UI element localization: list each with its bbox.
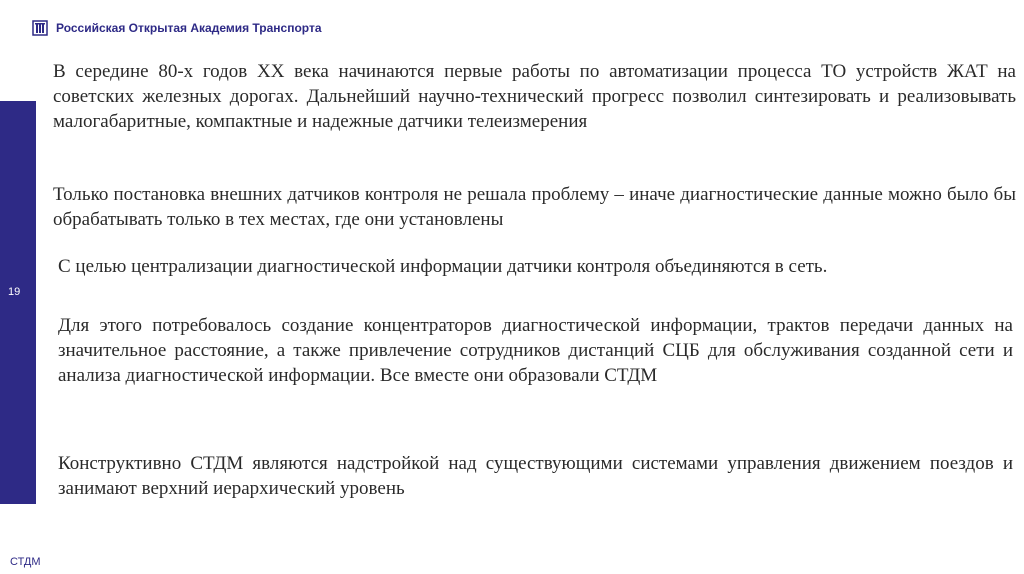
academy-logo-icon	[32, 20, 48, 36]
paragraph-external-sensors: Только постановка внешних датчиков контроля не решала проблему – иначе диагностические данные можно было бы обрабатывать только в тех местах, где они установлены	[53, 184, 1016, 230]
footer-label: СТДМ	[10, 556, 41, 568]
paragraph-centralization: С целью централизации диагностической информации датчики контроля объединяются в сеть.	[58, 256, 828, 277]
header	[32, 20, 322, 36]
paragraph-structure: Конструктивно СТДМ являются надстройкой над существующими системами управления движением поездов и занимают верхний иерархический уровень	[58, 453, 1013, 499]
brand-title: Российская Открытая Академия Транспорта	[56, 21, 322, 35]
slide-number: 19	[8, 286, 21, 298]
paragraph-history: В середине 80-х годов XX века начинаются первые работы по автоматизации процесса ТО устройств ЖАТ на советских железных дорогах. Дальнейший научно-технический прогресс позволил синтезировать и реализовывать малогабаритные, компактные и надежные датчики телеизмерения	[53, 61, 1016, 132]
paragraph-concentrators: Для этого потребовалось создание концентраторов диагностической информации, трактов передачи данных на значительное расстояние, а также привлечение сотрудников дистанций СЦБ для обслуживания созданной сети и анализа диагностической информации. Все вместе они образовали СТДМ	[58, 315, 1013, 386]
left-accent-bar	[0, 101, 36, 504]
